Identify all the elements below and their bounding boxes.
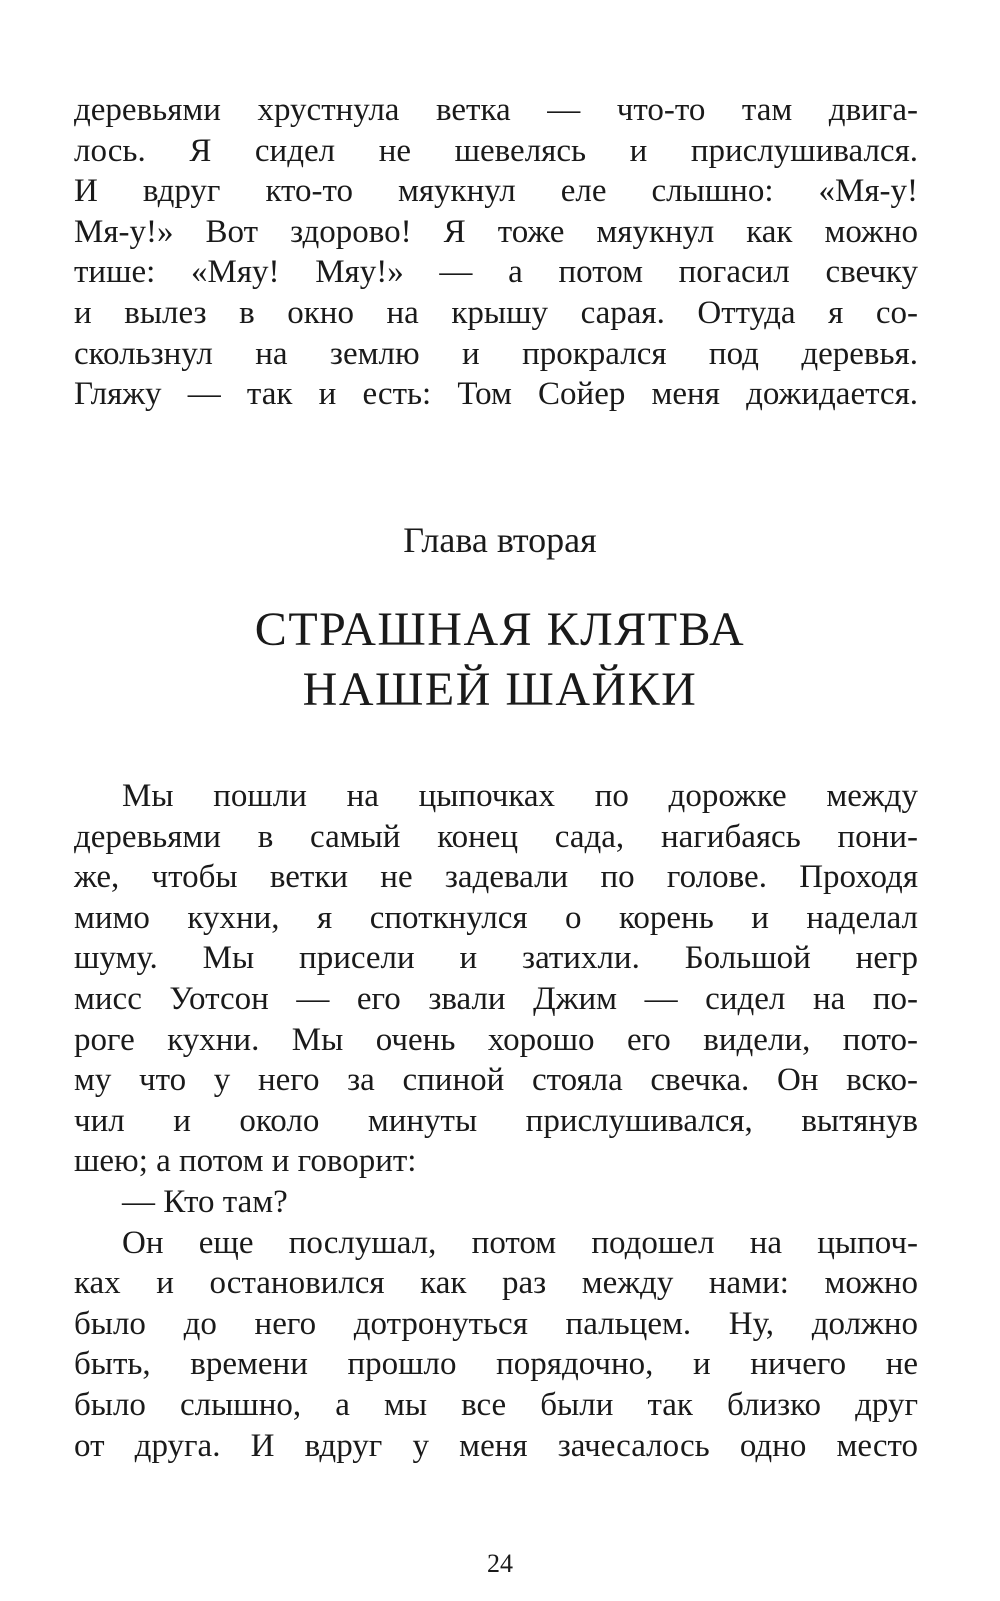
text-line: же, чтобы ветки не задевали по голове. Проходя: [74, 859, 918, 896]
text-line: деревьями в самый конец сада, нагибаясь пони-: [74, 818, 918, 855]
text-line: шуму. Мы присели и затихли. Большой негр: [74, 940, 918, 977]
chapter-body: [74, 776, 918, 1466]
text-line: было слышно, а мы все были так близко друг: [74, 1386, 918, 1423]
text-line: Мя-у!» Вот здорово! Я тоже мяукнул как можно: [74, 213, 918, 250]
text-line: му что у него за спиной стояла свечка. Он вско-: [74, 1062, 918, 1099]
text-line: Мы пошли на цыпочках по дорожке между: [122, 778, 918, 814]
text-line: и вылез в окно на крышу сарая. Оттуда я со-: [74, 294, 918, 331]
text-line: было до него дотронуться пальцем. Ну, должно: [74, 1305, 918, 1342]
text-line: — Кто там?: [122, 1183, 288, 1220]
text-line: Гляжу — так и есть: Том Сойер меня дожидается.: [74, 376, 918, 413]
text-line: быть, времени прошло порядочно, и ничего не: [74, 1346, 918, 1383]
text-line: мимо кухни, я споткнулся о корень и наделал: [74, 899, 918, 936]
text-line: роге кухни. Мы очень хорошо его видели, пото-: [74, 1021, 918, 1058]
chapter-title: [0, 600, 1000, 720]
chapter-title-line: НАШЕЙ ШАЙКИ: [302, 663, 698, 716]
text-line: шею; а потом и говорит:: [74, 1143, 417, 1180]
chapter-label: Глава вторая: [403, 520, 597, 560]
text-line: тише: «Мяу! Мяу!» — а потом погасил свечку: [74, 254, 918, 291]
top-paragraph: [74, 90, 918, 415]
text-line: скользнул на землю и прокрался под деревья.: [74, 335, 918, 372]
text-line: от друга. И вдруг у меня зачесалось одно место: [74, 1427, 918, 1464]
text-line: мисс Уотсон — его звали Джим — сидел на по-: [74, 980, 918, 1017]
text-line: ках и остановился как раз между нами: можно: [74, 1265, 918, 1302]
text-line: И вдруг кто-то мяукнул еле слышно: «Мя-у!: [74, 173, 918, 210]
text-line: Он еще послушал, потом подошел на цыпоч-: [122, 1224, 918, 1261]
text-line: лось. Я сидел не шевелясь и прислушивался.: [74, 132, 918, 169]
text-line: деревьями хрустнула ветка — что-то там двига-: [74, 92, 918, 128]
page-number: 24: [487, 1549, 513, 1578]
text-line: чил и около минуты прислушивался, вытянув: [74, 1102, 918, 1139]
chapter-title-line: СТРАШНАЯ КЛЯТВА: [254, 603, 746, 656]
